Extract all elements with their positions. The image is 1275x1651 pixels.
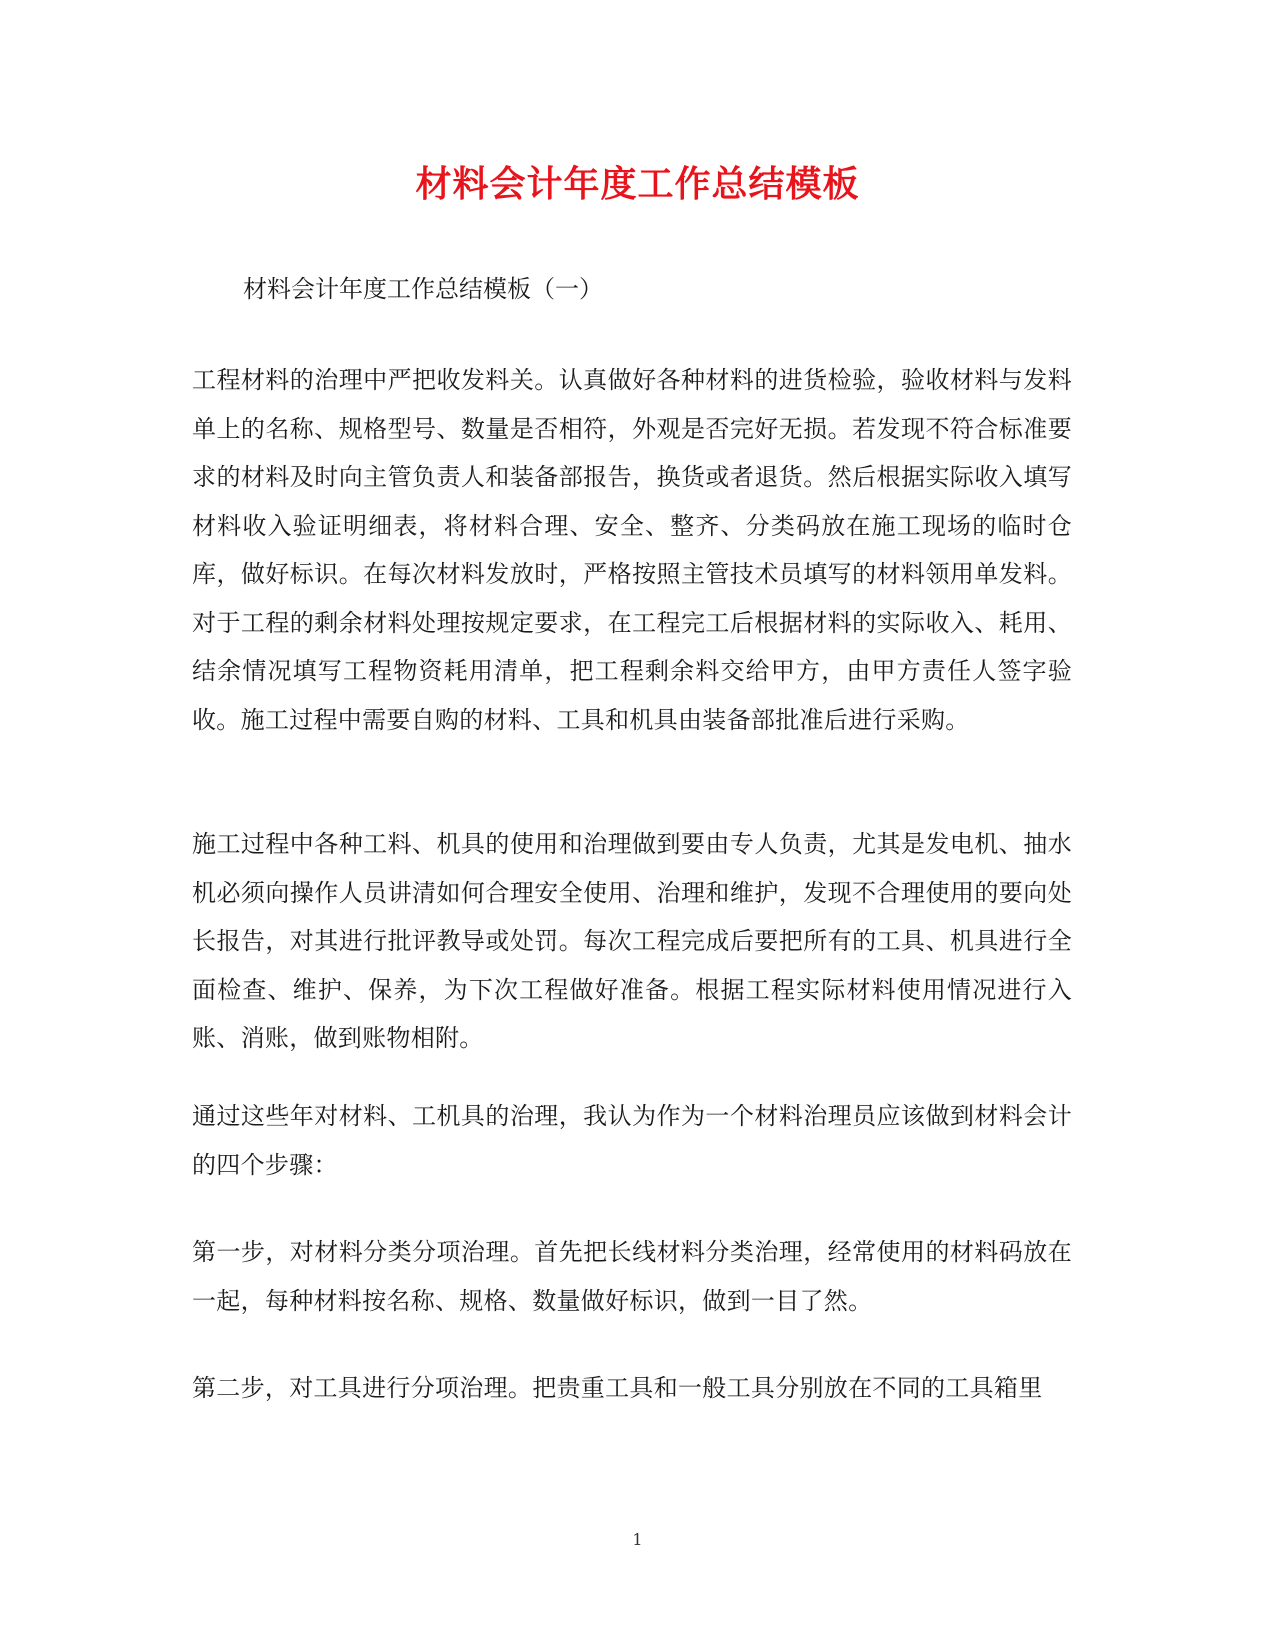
paragraph: 第二步，对工具进行分项治理。把贵重工具和一般工具分别放在不同的工具箱里 [192, 1374, 1043, 1402]
paragraph: 通过这些年对材料、工机具的治理，我认为作为一个材料治理员应该做到材料会计的四个步骤： [192, 1102, 1072, 1179]
paragraph: 工程材料的治理中严把收发料关。认真做好各种材料的进货检验，验收材料与发料单上的名称、规格型号、数量是否相符，外观是否完好无损。若发现不符合标准要求的材料及时向主管负责人和装备部报告，换货或者退货。然后根据实际收入填写材料收入验证明细表，将材料合理、安全、整齐、分类码放在施工现场的临时仓库，做好标识。在每次材料发放时，严格按照主管技术员填写的材料领用单发料。对于工程的剩余材料处理按规定要求，在工程完工后根据材料的实际收入、耗用、结余情况填写工程物资耗用清单，把工程剩余料交给甲方，由甲方责任人签字验收。施工过程中需要自购的材料、工具和机具由装备部批准后进行采购。 [192, 366, 1072, 734]
page-number: 1 [632, 1530, 643, 1549]
paragraph: 第一步，对材料分类分项治理。首先把长线材料分类治理，经常使用的材料码放在一起，每种材料按名称、规格、数量做好标识，做到一目了然。 [192, 1238, 1072, 1315]
document-title: 材料会计年度工作总结模板 [415, 163, 860, 205]
paragraph: 施工过程中各种工料、机具的使用和治理做到要由专人负责，尤其是发电机、抽水机必须向操作人员讲清如何合理安全使用、治理和维护，发现不合理使用的要向处长报告，对其进行批评教导或处罚。每次工程完成后要把所有的工具、机具进行全面检查、维护、保养，为下次工程做好准备。根据工程实际材料使用情况进行入账、消账，做到账物相附。 [192, 830, 1072, 1052]
document-subtitle: 材料会计年度工作总结模板（一） [243, 275, 603, 303]
